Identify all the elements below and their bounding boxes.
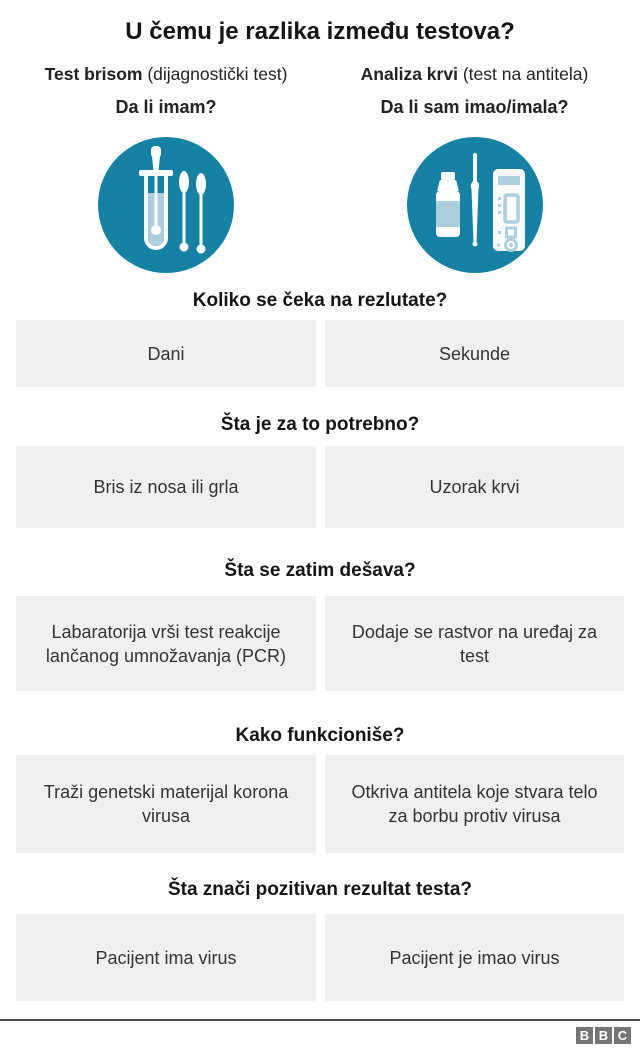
section-heading: Šta se zatim dešava?	[224, 560, 416, 581]
answer-right: Sekunde	[325, 320, 624, 387]
footer-divider	[0, 1019, 640, 1021]
section-heading: Koliko se čeka na rezlutate?	[192, 290, 448, 311]
swab-test-icon	[98, 137, 234, 273]
answer-right: Pacijent je imao virus	[325, 914, 624, 1001]
section-how-it-works	[0, 724, 640, 853]
column-right-question: Da li sam imao/imala?	[380, 97, 569, 117]
answer-row	[0, 320, 640, 387]
answer-left: Pacijent ima virus	[16, 914, 316, 1001]
section-heading: Šta je za to potrebno?	[220, 414, 420, 435]
bbc-logo-letter: B	[595, 1027, 612, 1044]
column-right-paren: (test na antitela)	[457, 64, 589, 84]
bbc-logo	[0, 1027, 640, 1044]
answer-left: Bris iz nosa ili grla	[16, 446, 316, 528]
section-next-steps	[0, 559, 640, 691]
column-left-question: Da li imam?	[115, 97, 217, 117]
answer-right: Otkriva antitela koje stvara telo za borbu protiv virusa	[325, 755, 624, 853]
answer-left: Labaratorija vrši test reakcije lančanog umnožavanja (PCR)	[16, 596, 316, 691]
section-positive-result	[0, 878, 640, 1001]
answer-left: Traži genetski materijal korona virusa	[16, 755, 316, 853]
bbc-logo-letter: C	[614, 1027, 631, 1044]
answer-row	[0, 914, 640, 1001]
bbc-logo-letter: B	[576, 1027, 593, 1044]
column-right-name: Analiza krvi	[360, 64, 458, 84]
answer-row	[0, 596, 640, 691]
answer-right: Uzorak krvi	[325, 446, 624, 528]
section-requirements	[0, 413, 640, 528]
section-wait-time	[0, 289, 640, 387]
antibody-test-kit-icon	[407, 137, 543, 273]
section-heading: Kako funkcioniše?	[235, 725, 405, 746]
column-left-header	[16, 62, 316, 86]
section-heading: Šta znači pozitivan rezultat testa?	[167, 879, 473, 900]
answer-right: Dodaje se rastvor na uređaj za test	[325, 596, 624, 691]
column-left-name: Test brisom	[44, 64, 143, 84]
column-right-header	[325, 62, 624, 86]
answer-row	[0, 446, 640, 528]
column-right	[325, 62, 624, 273]
column-left-paren: (dijagnostički test)	[142, 64, 288, 84]
answer-row	[0, 755, 640, 853]
column-left	[16, 62, 316, 273]
column-headers	[0, 62, 640, 273]
page-title: U čemu je razlika između testova?	[125, 18, 515, 45]
answer-left: Dani	[16, 320, 316, 387]
